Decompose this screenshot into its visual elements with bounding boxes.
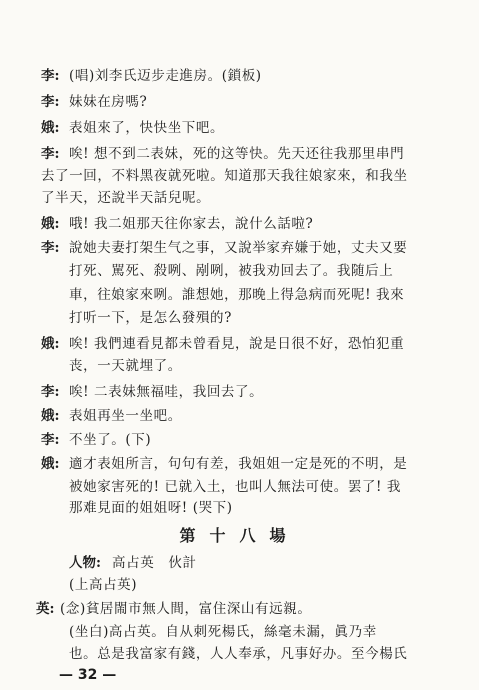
dialogue-text: 打听一下，是怎么發殞的? <box>69 310 232 326</box>
stage-direction <box>0 573 479 597</box>
dialogue-continuation <box>0 186 479 210</box>
dialogue-line <box>0 332 479 356</box>
speaker-label: 李: <box>41 146 60 162</box>
dialogue-text: (唱)刘李氏迈步走進房。(鎖板) <box>69 68 262 84</box>
characters-line <box>0 551 479 575</box>
dialogue-continuation <box>0 354 479 378</box>
dialogue-text: 表姐來了，快快坐下吧。 <box>69 120 225 136</box>
speaker-label: 娥: <box>41 336 60 352</box>
dialogue-text: 不坐了。(下) <box>69 432 152 448</box>
dialogue-text: (坐白)高占英。自从刺死楊氏，絲毫未漏，眞乃幸 <box>69 624 377 640</box>
speaker-label: 李: <box>41 384 60 400</box>
dialogue-text: (念)貧居閙市無人間，富住深山有远親。 <box>60 601 312 617</box>
dialogue-line <box>0 212 479 236</box>
dialogue-text: 了半天，还說半天話兒呢。 <box>41 190 211 206</box>
dialogue-text: 妹妹在房嗎? <box>69 94 148 110</box>
dialogue-line <box>0 90 479 114</box>
dialogue-line <box>0 404 479 428</box>
dialogue-line <box>0 142 479 166</box>
speaker-label: 英: <box>36 601 55 617</box>
dialogue-continuation <box>0 259 479 283</box>
speaker-label: 李: <box>41 94 60 110</box>
speaker-label: 李: <box>41 432 60 448</box>
dialogue-text: 唉! 我們連看見都未曾看見，說是日很不好，恐怕犯重 <box>69 336 405 352</box>
dialogue-text: 哦! 我二姐那天往你家去，說什么話啦? <box>69 216 314 232</box>
dialogue-line <box>0 428 479 452</box>
speaker-label: 李: <box>41 68 60 84</box>
dialogue-line <box>0 116 479 140</box>
dialogue-text: 唉! 想不到二表妹，死的这等快。先天还往我那里串門 <box>69 146 405 162</box>
speaker-label: 李: <box>41 240 60 256</box>
speaker-label: 娥: <box>41 120 60 136</box>
dialogue-text: 也。总是我富家有錢，人人奉承，凡事好办。至今楊氏 <box>69 646 408 662</box>
scene-title: 第十八場 <box>179 526 300 545</box>
characters-value: 高占英 伙計 <box>112 555 197 571</box>
dialogue-continuation <box>0 496 479 520</box>
dialogue-text: 那难見面的姐姐呀! (哭下) <box>69 500 233 516</box>
dialogue-line <box>0 452 479 476</box>
dialogue-text: 被她家害死的! 已就入土，也叫人無法可使。罢了! 我 <box>69 479 402 495</box>
dialogue-text: 丧，一天就埋了。 <box>69 358 182 374</box>
dialogue-continuation <box>0 642 479 666</box>
page-number: — 32 — <box>59 667 117 683</box>
dialogue-continuation <box>0 306 479 330</box>
characters-label: 人物: <box>69 555 101 571</box>
dialogue-text: 唉! 二表妹無福哇，我回去了。 <box>69 384 264 400</box>
dialogue-text: 打死、駡死、殺咧、剐咧，被我劝回去了。我随后上 <box>69 263 394 279</box>
dialogue-text: 適才表姐所言，句句有差，我姐姐一定是死的不明，是 <box>69 456 408 472</box>
dialogue-line <box>0 64 479 88</box>
speaker-label: 娥: <box>41 216 60 232</box>
dialogue-continuation <box>0 164 479 188</box>
stage-entry: (上高占英) <box>69 577 138 593</box>
dialogue-continuation <box>0 283 479 307</box>
dialogue-text: 去了一回，不料黑夜就死啦。知道那天我往娘家來，和我坐 <box>41 168 408 184</box>
dialogue-continuation <box>0 620 479 644</box>
dialogue-line <box>0 380 479 404</box>
speaker-label: 娥: <box>41 408 60 424</box>
dialogue-line <box>0 236 479 260</box>
dialogue-text: 車，往娘家來咧。誰想她，那晚上得急病而死呢! 我來 <box>69 287 405 303</box>
dialogue-text: 說她夫妻打架生气之事，又說举家弃嫌于她，丈夫又要 <box>69 240 408 256</box>
speaker-label: 娥: <box>41 456 60 472</box>
dialogue-line <box>0 597 479 621</box>
dialogue-text: 表姐再坐一坐吧。 <box>69 408 182 424</box>
